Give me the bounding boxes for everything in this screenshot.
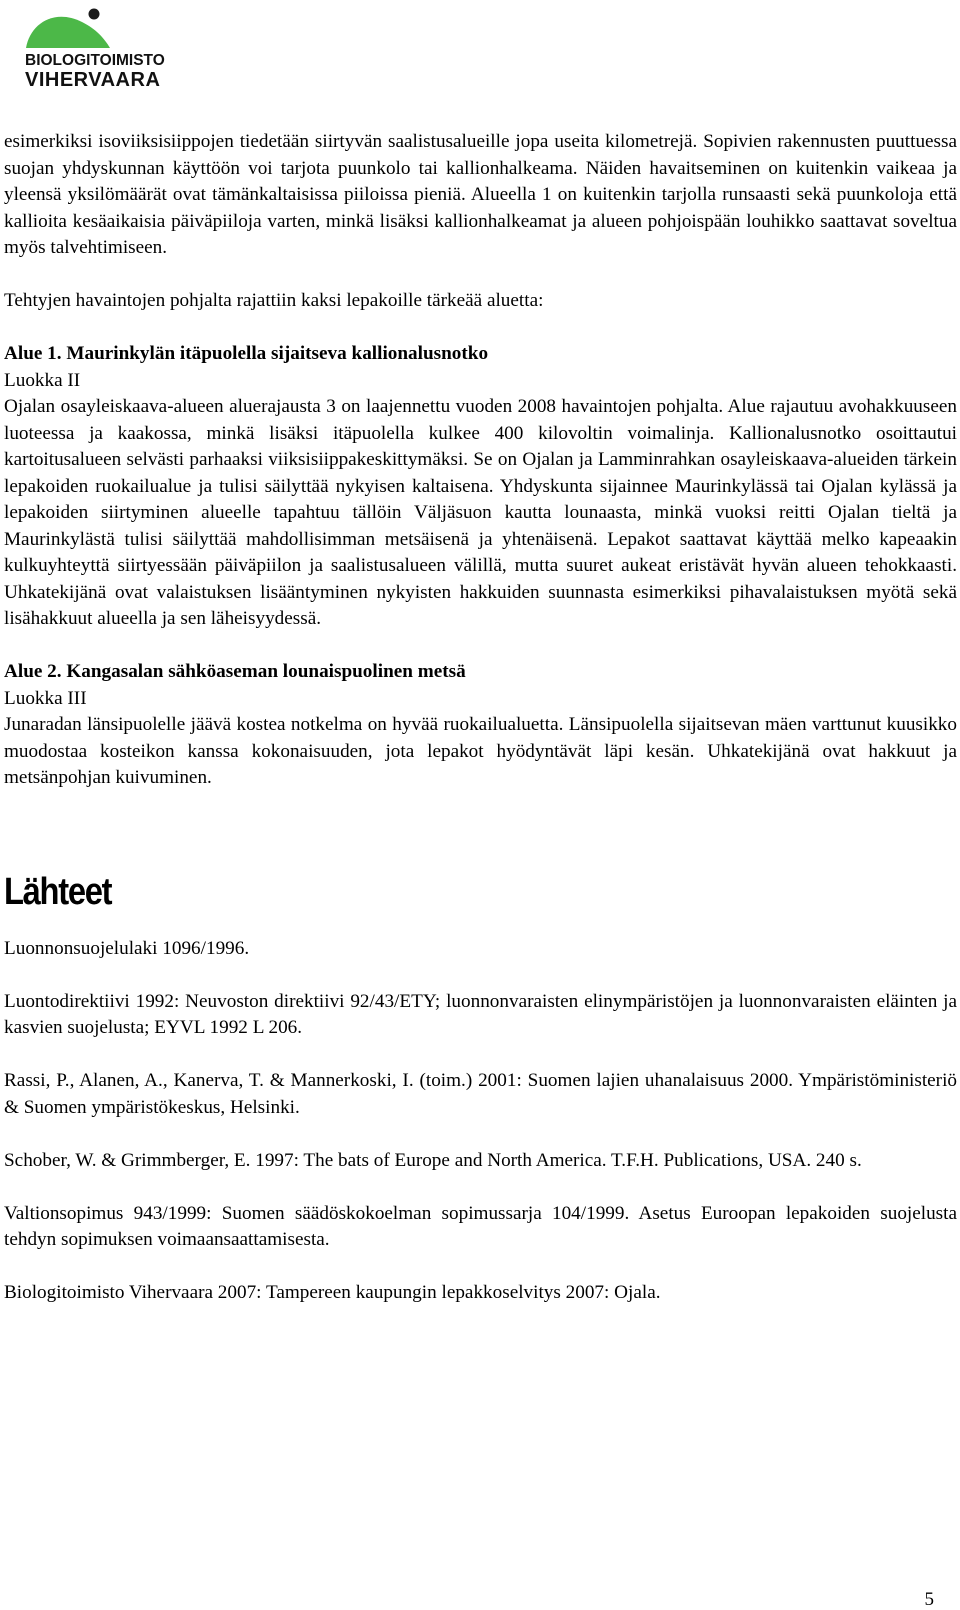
page-number: 5 <box>924 1589 934 1610</box>
area2-text: Junaradan länsipuolelle jäävä kostea notkelma on hyvää ruokailualuetta. Länsipuolella sijaitsevan mäen varttunut kuusikko muodostaa kosteikon kanssa kokonaisuuden, jota lepakot hyödyntävät läpi kesän. Uhkatekijänä ovat hakkuut ja metsänpohjan kuivuminen. <box>4 714 957 788</box>
logo-text-line2: VIHERVAARA <box>25 69 161 91</box>
leaf-logo-icon <box>24 4 124 54</box>
document-body <box>4 129 957 1307</box>
area1-class: Luokka II <box>4 369 81 391</box>
reference-item: Luontodirektiivi 1992: Neuvoston direktiivi 92/43/ETY; luonnonvaraisten elinympäristöjen ja luonnonvaraisten eläinten ja kasvien suojelusta; EYVL 1992 L 206. <box>4 990 957 1038</box>
reference-item: Biologitoimisto Vihervaara 2007: Tampereen kaupungin lepakkoselvitys 2007: Ojala. <box>4 1282 661 1303</box>
area1-text: Ojalan osayleiskaava-alueen aluerajausta 3 on laajennettu vuoden 2008 havaintojen pohjalta. Alue rajautuu avohakkuuseen luoteessa ja kaakossa, minkä lisäksi itäpuolella kulkee 400 kilovoltin voimalinja. Kallionalusnotko osoittautui kartoitusalueen selvästi parhaaksi viiksisiippakeskittymäksi. Se on Ojalan ja Lamminrahkan osayleiskaava-alueiden tärkein lepakoiden ruokailualue ja tulisi säilyttää nykyisen kaltaisena. Yhdyskunta sijainnee Maurinkylässä tai Ojalan kylässä ja lepakoiden siirtyminen alueelle tapahtuu tällöin Väljäsuon kautta lounaasta, minkä vuoksi reitti Ojalan tieltä ja Maurinkylästä tulisi säilyttää mahdollisimman metsäisenä ja yhtenäisenä. Lepakot saattavat käyttää melko kapeaakin kulkuyhteyttä siirtyessään päiväpiilon ja saalistusalueen välillä, mutta suuret aukeat eristävät hyvän alueen tehokkaasti. Uhkatekijänä ovat valaistuksen lisääntyminen nykyisten hakkuiden suunnasta esimerkiksi pihavalaistuksen myötä sekä lisähakkuut alueella ja sen läheisyydessä. <box>4 396 957 629</box>
reference-item: Rassi, P., Alanen, A., Kanerva, T. & Mannerkoski, I. (toim.) 2001: Suomen lajien uhanalaisuus 2000. Ympäristöministeriö & Suomen ympäristökeskus, Helsinki. <box>4 1070 957 1118</box>
reference-item: Luonnonsuojelulaki 1096/1996. <box>4 937 250 959</box>
reference-item: Schober, W. & Grimmberger, E. 1997: The bats of Europe and North America. T.F.H. Publications, USA. 240 s. <box>4 1149 862 1171</box>
area2-title: Alue 2. Kangasalan sähköaseman lounaispuolinen metsä <box>4 661 466 682</box>
intro-paragraph: esimerkiksi isoviiksisiippojen tiedetään siirtyvän saalistusalueille jopa useita kilometrejä. Sopivien rakennusten puuttuessa suojan yhdyskunnan käyttöön voi tarjota puunkolo tai kallionhalkeama. Näiden havaitseminen on kuitenkin vaikeaa ja yleensä yksilömäärät ovat tämänkaltaisissa piiloissa pieniä. Alueella 1 on kuitenkin tarjolla runsaasti sekä puunkoloja että kallioita kesäaikaisia päiväpiiloja varten, minkä lisäksi kallionhalkeamat ja alueen pohjoispään louhikko saattavat soveltua myös talvehtimiseen. <box>4 131 957 258</box>
area2-class: Luokka III <box>4 687 87 709</box>
logo-text-line1: BIOLOGITOIMISTO <box>25 52 165 69</box>
reference-item: Valtionsopimus 943/1999: Suomen säädöskokoelman sopimussarja 104/1999. Asetus Euroopan lepakoiden suojelusta tehdyn sopimuksen voimaansaattamisesta. <box>4 1202 957 1250</box>
areas-intro: Tehtyjen havaintojen pohjalta rajattiin kaksi lepakoille tärkeää aluetta: <box>4 290 544 311</box>
references-heading: Lähteet <box>4 870 112 913</box>
company-logo <box>24 4 184 94</box>
area1-title: Alue 1. Maurinkylän itäpuolella sijaitseva kallionalusnotko <box>4 343 489 364</box>
